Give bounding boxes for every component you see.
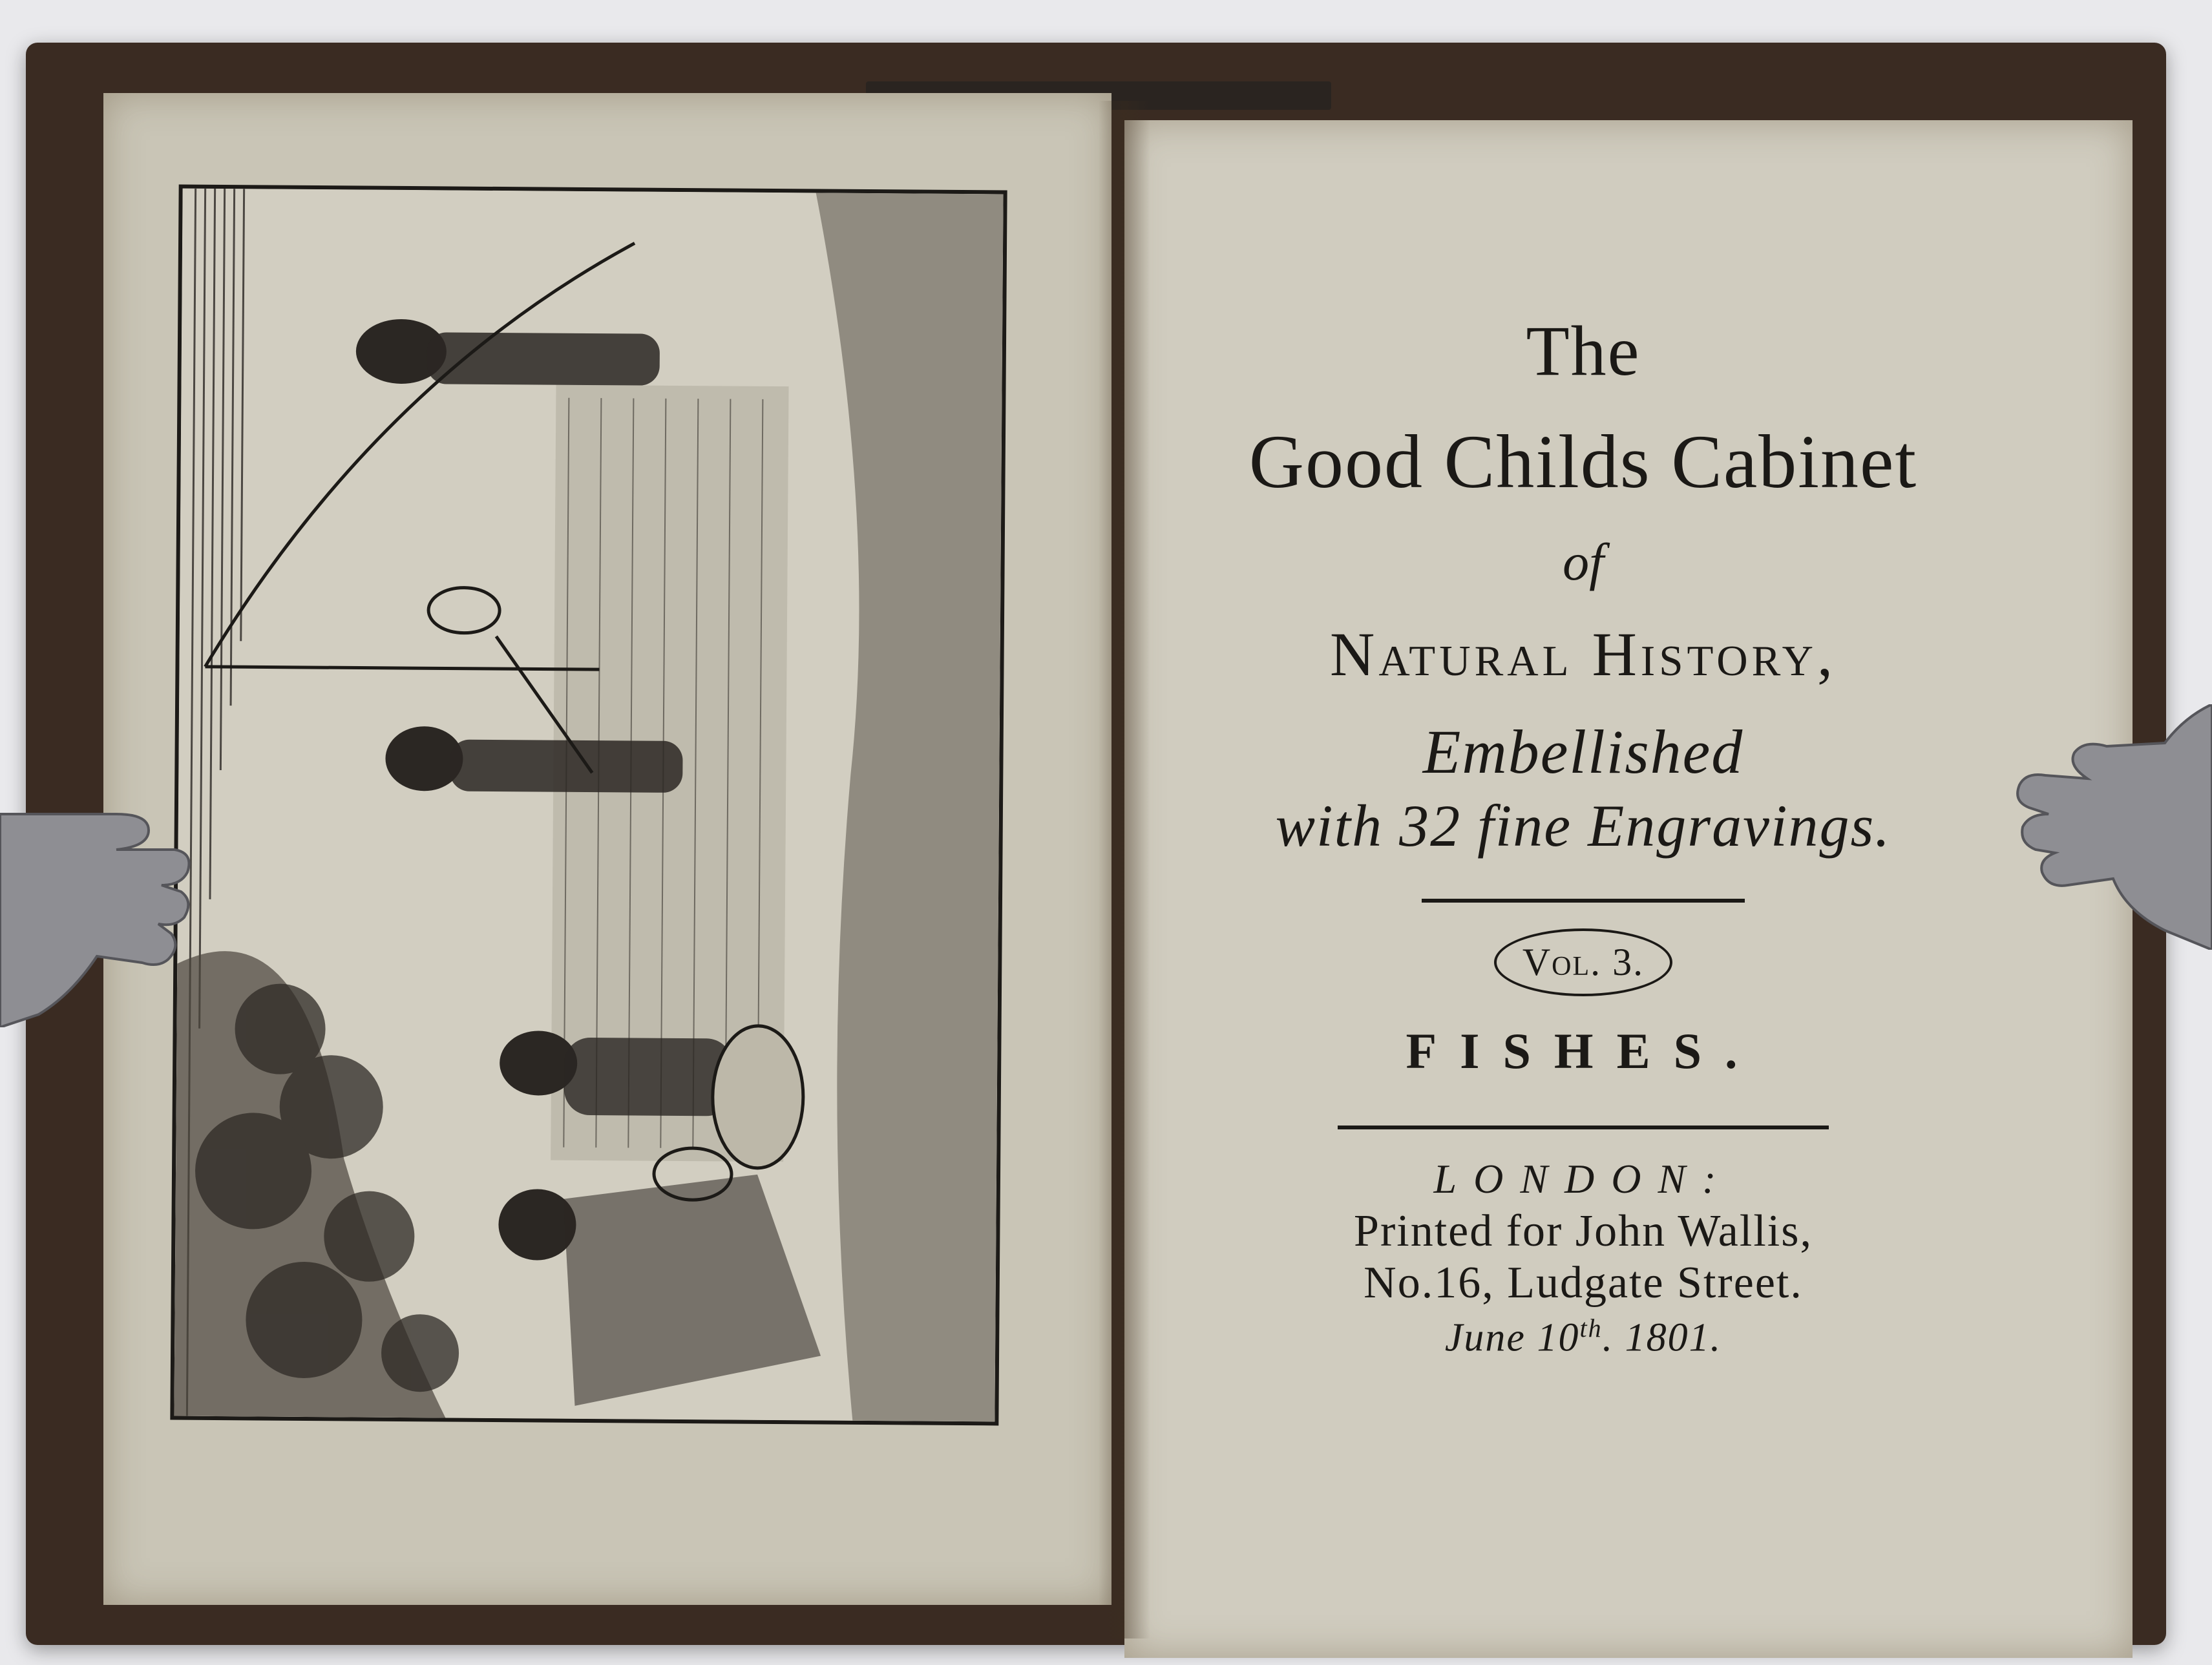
imprint-date (1111, 1313, 2055, 1361)
fishing-scene-illustration (174, 189, 1003, 1422)
imprint-city: LONDON: (1433, 1156, 1733, 1202)
title-the: The (1526, 311, 1641, 390)
imprint-printer: Printed for John Wallis, (1354, 1206, 1813, 1256)
title-main: Good Childs Cabinet (1248, 419, 1918, 504)
volume-label: Vol. 3. (1494, 928, 1672, 996)
title-embellished: Embellished (1422, 717, 1744, 786)
divider-rule (1338, 1126, 1829, 1129)
imprint-date-day: June 10 (1444, 1315, 1580, 1360)
title-page-text (1111, 310, 2055, 1361)
title-engravings: with 32 fine Engravings. (1275, 793, 1891, 859)
title-natural-history: Natural History, (1330, 620, 1837, 689)
left-hand-page-holder (0, 795, 194, 1027)
title-of: of (1563, 532, 1604, 591)
divider-rule (1422, 899, 1745, 903)
imprint-date-suffix: th (1579, 1314, 1603, 1343)
imprint-date-year: . 1801. (1602, 1315, 1722, 1360)
right-hand-page-holder (2010, 704, 2212, 950)
frontispiece-engraving (170, 185, 1007, 1426)
imprint-address: No.16, Ludgate Street. (1364, 1258, 1803, 1308)
hand-icon (0, 795, 194, 1027)
subject-heading: FISHES. (1406, 1023, 1761, 1079)
hand-icon (2010, 704, 2212, 950)
